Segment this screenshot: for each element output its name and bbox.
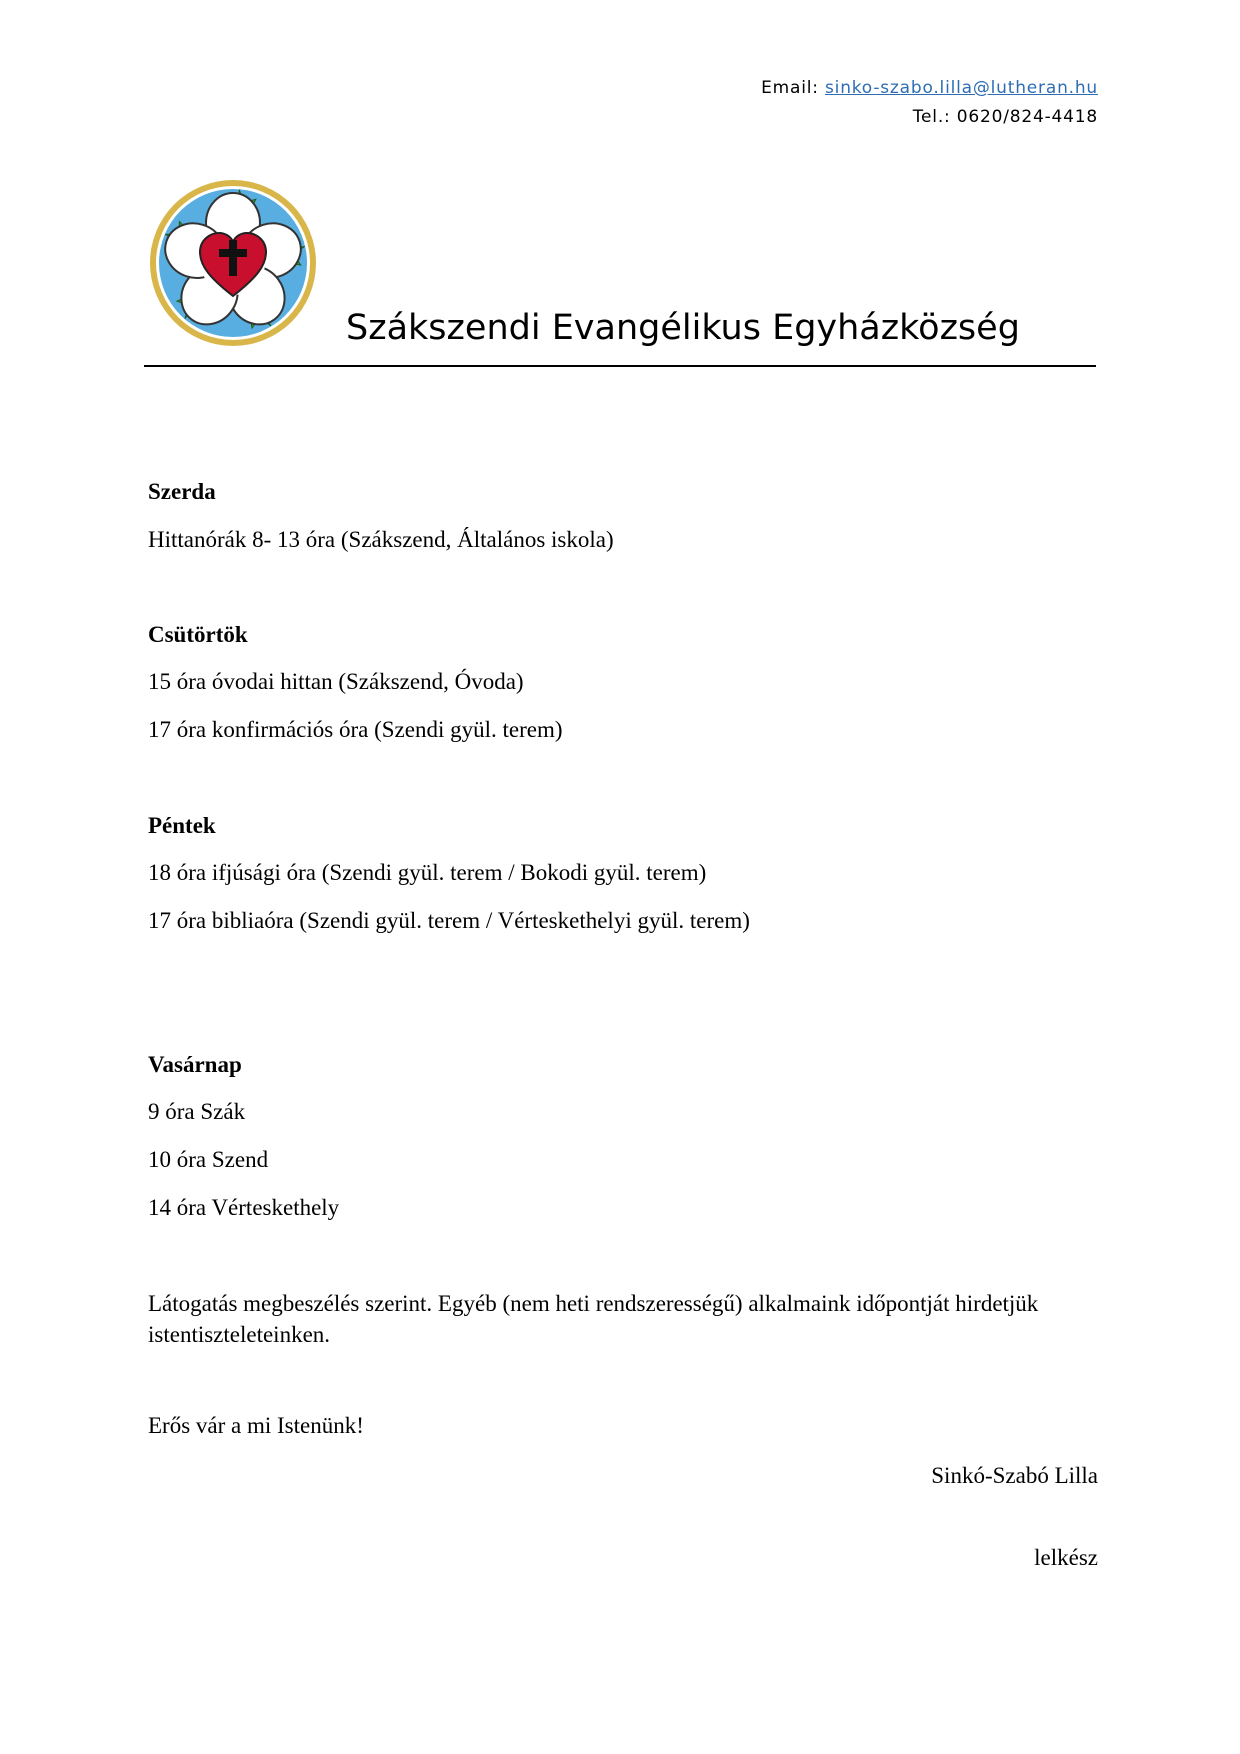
day-heading-sunday: Vasárnap: [148, 1052, 242, 1077]
day-heading-wednesday: Szerda: [148, 479, 216, 504]
schedule-item: Hittanórák 8- 13 óra (Szákszend, Általános iskola): [148, 527, 614, 552]
schedule-item: 14 óra Vérteskethely: [148, 1195, 340, 1220]
email-line: [761, 74, 1098, 103]
visit-notice: Látogatás megbeszélés szerint. Egyéb (nem heti rendszerességű) alkalmaink időpontját hirdetjük istentiszteleteinken.: [148, 1291, 1039, 1347]
schedule-item: 18 óra ifjúsági óra (Szendi gyül. terem / Bokodi gyül. terem): [148, 860, 707, 885]
luther-rose-logo: [148, 178, 318, 348]
day-heading-thursday: Csütörtök: [148, 622, 248, 647]
schedule-item: 15 óra óvodai hittan (Szákszend, Óvoda): [148, 669, 524, 694]
signature-title: lelkész: [1034, 1545, 1098, 1570]
contact-block: [761, 74, 1098, 132]
schedule-item: 17 óra bibliaóra (Szendi gyül. terem / Vérteskethelyi gyül. terem): [148, 908, 750, 933]
header-divider: [144, 365, 1096, 367]
email-label: Email:: [761, 78, 819, 98]
closing-line: Erős vár a mi Istenünk!: [148, 1413, 364, 1438]
phone-line: Tel.: 0620/824-4418: [912, 107, 1098, 127]
schedule-item: 9 óra Szák: [148, 1099, 246, 1124]
org-title: Szákszendi Evangélikus Egyházközség: [346, 308, 1020, 348]
schedule-item: 10 óra Szend: [148, 1147, 269, 1172]
signature-name: Sinkó-Szabó Lilla: [931, 1463, 1098, 1488]
schedule-item: 17 óra konfirmációs óra (Szendi gyül. terem): [148, 717, 563, 742]
email-link[interactable]: sinko-szabo.lilla@lutheran.hu: [825, 78, 1098, 98]
day-heading-friday: Péntek: [148, 813, 216, 838]
